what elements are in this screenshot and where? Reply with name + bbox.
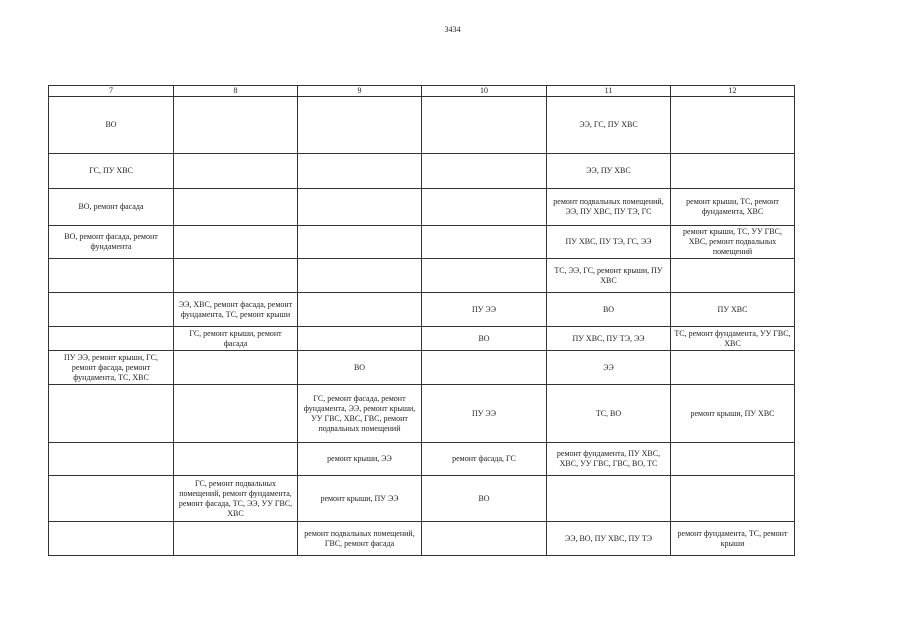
table-cell: ВО, ремонт фасада, ремонт фундамента	[49, 226, 174, 259]
table-cell	[671, 351, 795, 385]
column-header: 11	[547, 86, 671, 97]
table-row	[49, 189, 795, 226]
table-cell	[49, 293, 174, 327]
table-cell: ТС, ремонт фундамента, УУ ГВС, ХВС	[671, 327, 795, 351]
column-header: 10	[422, 86, 547, 97]
table-cell: ТС, ВО	[547, 385, 671, 443]
table-cell	[49, 443, 174, 476]
table-cell: ПУ ЭЭ, ремонт крыши, ГС, ремонт фасада, ремонт фундамента, ТС, ХВС	[49, 351, 174, 385]
table-cell	[49, 385, 174, 443]
table-row	[49, 327, 795, 351]
table-cell	[49, 259, 174, 293]
table-cell	[298, 327, 422, 351]
table-cell: ремонт подвальных помещений, ЭЭ, ПУ ХВС, ПУ ТЭ, ГС	[547, 189, 671, 226]
table-cell: ВО	[298, 351, 422, 385]
table-cell: ВО	[422, 327, 547, 351]
page-number: 3434	[444, 25, 461, 34]
table-cell: ПУ ХВС, ПУ ТЭ, ЭЭ	[547, 327, 671, 351]
table-cell	[298, 189, 422, 226]
table-cell: ЭЭ	[547, 351, 671, 385]
table-cell	[49, 476, 174, 522]
column-header: 8	[174, 86, 298, 97]
table-cell: ПУ ЭЭ	[422, 293, 547, 327]
table-cell	[422, 189, 547, 226]
table-row	[49, 154, 795, 189]
table-row	[49, 226, 795, 259]
table-cell	[671, 97, 795, 154]
table-row	[49, 351, 795, 385]
table-cell: ремонт фасада, ГС	[422, 443, 547, 476]
table-cell: ЭЭ, ПУ ХВС	[547, 154, 671, 189]
table-cell: ВО, ремонт фасада	[49, 189, 174, 226]
table-cell	[174, 522, 298, 556]
table-cell	[49, 522, 174, 556]
table-cell	[298, 97, 422, 154]
table-cell: ТС, ЭЭ, ГС, ремонт крыши, ПУ ХВС	[547, 259, 671, 293]
table-cell: ЭЭ, ХВС, ремонт фасада, ремонт фундамента, ТС, ремонт крыши	[174, 293, 298, 327]
table-cell	[298, 259, 422, 293]
table-cell: ЭЭ, ГС, ПУ ХВС	[547, 97, 671, 154]
table-cell	[49, 327, 174, 351]
table-cell	[422, 97, 547, 154]
table-cell	[174, 351, 298, 385]
table-cell	[298, 154, 422, 189]
table-cell: ПУ ХВС, ПУ ТЭ, ГС, ЭЭ	[547, 226, 671, 259]
column-header: 9	[298, 86, 422, 97]
table-cell: ремонт фундамента, ПУ ХВС, ХВС, УУ ГВС, ГВС, ВО, ТС	[547, 443, 671, 476]
table-row	[49, 293, 795, 327]
column-header: 7	[49, 86, 174, 97]
table-row	[49, 385, 795, 443]
table-cell: ГС, ремонт крыши, ремонт фасада	[174, 327, 298, 351]
table-cell	[547, 476, 671, 522]
table-cell	[422, 522, 547, 556]
table-cell	[671, 476, 795, 522]
table-cell	[671, 154, 795, 189]
table-cell	[671, 259, 795, 293]
table-cell: ВО	[547, 293, 671, 327]
table-cell: ПУ ЭЭ	[422, 385, 547, 443]
table-row	[49, 443, 795, 476]
table-cell	[174, 385, 298, 443]
table-row	[49, 476, 795, 522]
table-cell	[174, 259, 298, 293]
table-row	[49, 97, 795, 154]
table-cell: ГС, ПУ ХВС	[49, 154, 174, 189]
table-cell	[174, 97, 298, 154]
table-cell: ремонт крыши, ЭЭ	[298, 443, 422, 476]
table-cell	[174, 154, 298, 189]
table-cell: ЭЭ, ВО, ПУ ХВС, ПУ ТЭ	[547, 522, 671, 556]
table-cell: ремонт крыши, ТС, УУ ГВС, ХВС, ремонт подвальных помещений	[671, 226, 795, 259]
table-cell: ГС, ремонт фасада, ремонт фундамента, ЭЭ, ремонт крыши, УУ ГВС, ХВС, ГВС, ремонт подвальных помещений	[298, 385, 422, 443]
column-header: 12	[671, 86, 795, 97]
table-row	[49, 522, 795, 556]
table-cell	[298, 226, 422, 259]
table-cell: ремонт крыши, ПУ ЭЭ	[298, 476, 422, 522]
table-cell	[174, 226, 298, 259]
table-row	[49, 259, 795, 293]
table-cell: ВО	[49, 97, 174, 154]
table-cell	[422, 351, 547, 385]
header-row	[49, 86, 795, 97]
table-cell	[422, 226, 547, 259]
table-cell: ремонт крыши, ПУ ХВС	[671, 385, 795, 443]
table-cell: ГС, ремонт подвальных помещений, ремонт фундамента, ремонт фасада, ТС, ЭЭ, УУ ГВС, ХВС	[174, 476, 298, 522]
table-cell: ВО	[422, 476, 547, 522]
table-cell	[174, 443, 298, 476]
table-cell	[422, 259, 547, 293]
table-cell: ремонт фундамента, ТС, ремонт крыши	[671, 522, 795, 556]
table-cell: ПУ ХВС	[671, 293, 795, 327]
table-cell	[298, 293, 422, 327]
table-cell: ремонт крыши, ТС, ремонт фундамента, ХВС	[671, 189, 795, 226]
data-table	[48, 85, 795, 556]
table-cell	[671, 443, 795, 476]
table-cell	[174, 189, 298, 226]
table-cell: ремонт подвальных помещений, ГВС, ремонт фасада	[298, 522, 422, 556]
table-cell	[422, 154, 547, 189]
